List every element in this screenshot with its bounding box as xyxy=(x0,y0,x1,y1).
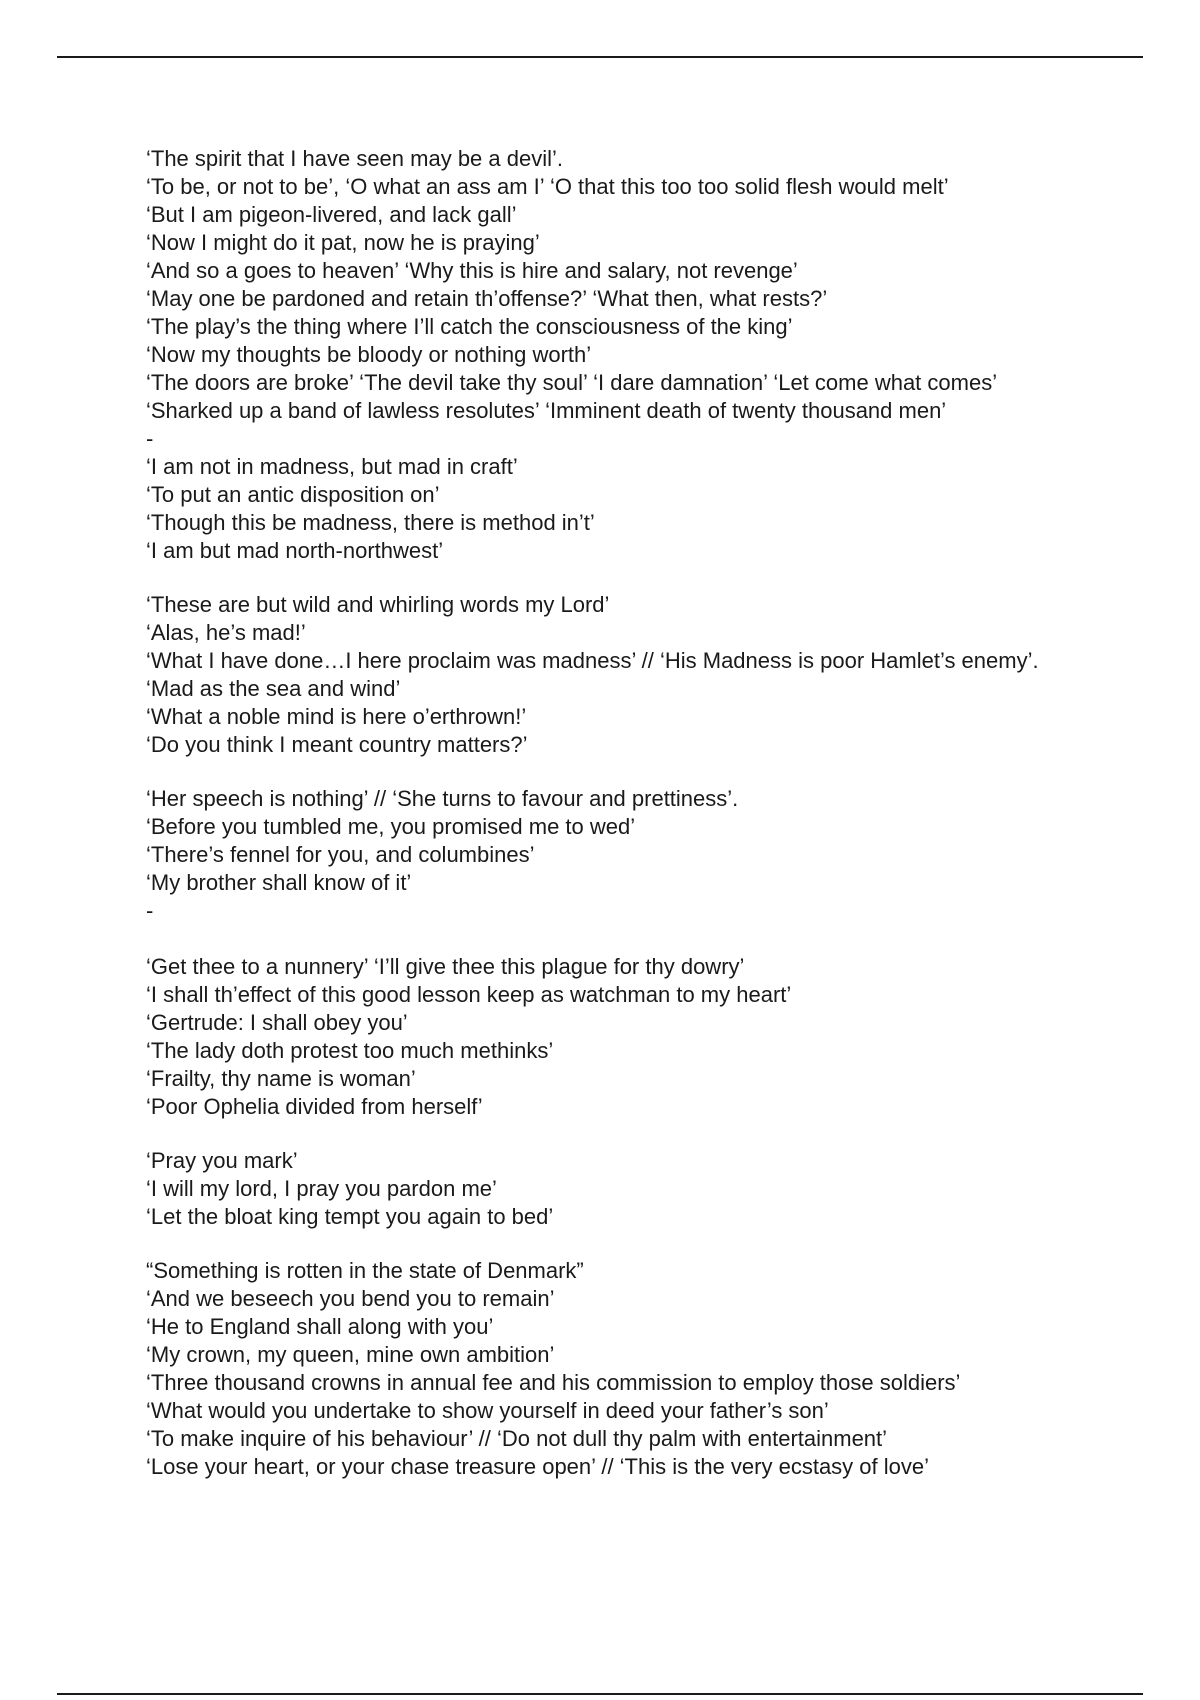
quote-line: ‘To be, or not to be’, ‘O what an ass am I’ ‘O that this too too solid flesh would melt’ xyxy=(146,174,949,199)
quote-line: ‘I will my lord, I pray you pardon me’ xyxy=(146,1176,497,1201)
quote-line: ‘Gertrude: I shall obey you’ xyxy=(146,1010,408,1035)
quote-line: ‘Three thousand crowns in annual fee and his commission to employ those soldiers’ xyxy=(146,1370,961,1395)
quote-line: ‘Let the bloat king tempt you again to bed’ xyxy=(146,1204,554,1229)
quote-group-3 xyxy=(146,785,1056,925)
paragraph-gap xyxy=(146,759,1056,785)
paragraph-gap xyxy=(146,565,1056,591)
quote-line: ‘Now my thoughts be bloody or nothing worth’ xyxy=(146,342,592,367)
quote-line: ‘The play’s the thing where I’ll catch the consciousness of the king’ xyxy=(146,314,793,339)
quote-line: ‘And we beseech you bend you to remain’ xyxy=(146,1286,555,1311)
quote-line: ‘What a noble mind is here o’erthrown!’ xyxy=(146,704,527,729)
quote-line: ‘Alas, he’s mad!’ xyxy=(146,620,306,645)
quote-line: ‘My brother shall know of it’ xyxy=(146,870,412,895)
paragraph-gap xyxy=(146,925,1056,953)
header-rule xyxy=(57,56,1143,58)
quote-line: ‘The doors are broke’ ‘The devil take thy soul’ ‘I dare damnation’ ‘Let come what comes’ xyxy=(146,370,998,395)
quote-line: ‘Her speech is nothing’ // ‘She turns to favour and prettiness’. xyxy=(146,786,739,811)
quote-line: ‘Mad as the sea and wind’ xyxy=(146,676,401,701)
quote-line: ‘I shall th’effect of this good lesson keep as watchman to my heart’ xyxy=(146,982,792,1007)
quote-line: ‘I am not in madness, but mad in craft’ xyxy=(146,454,518,479)
quote-line: ‘Frailty, thy name is woman’ xyxy=(146,1066,416,1091)
quote-line: ‘I am but mad north-northwest’ xyxy=(146,538,444,563)
quote-line: ‘Do you think I meant country matters?’ xyxy=(146,732,528,757)
quote-line: ‘The spirit that I have seen may be a devil’. xyxy=(146,146,563,171)
quote-line: “Something is rotten in the state of Denmark” xyxy=(146,1258,584,1283)
quote-line: ‘My crown, my queen, mine own ambition’ xyxy=(146,1342,555,1367)
paragraph-gap xyxy=(146,1231,1056,1257)
quote-line: ‘Poor Ophelia divided from herself’ xyxy=(146,1094,483,1119)
quote-line: ‘What I have done…I here proclaim was madness’ // ‘His Madness is poor Hamlet’s enemy’. xyxy=(146,648,1039,673)
footer-rule xyxy=(57,1693,1143,1695)
separator-dash: - xyxy=(146,426,154,451)
quote-line: ‘To put an antic disposition on’ xyxy=(146,482,440,507)
quote-line: ‘Pray you mark’ xyxy=(146,1148,298,1173)
quote-line: ‘Get thee to a nunnery’ ‘I’ll give thee this plague for thy dowry’ xyxy=(146,954,745,979)
quote-line: ‘Sharked up a band of lawless resolutes’ ‘Imminent death of twenty thousand men’ xyxy=(146,398,947,423)
quote-line: ‘He to England shall along with you’ xyxy=(146,1314,494,1339)
quote-line: ‘To make inquire of his behaviour’ // ‘Do not dull thy palm with entertainment’ xyxy=(146,1426,888,1451)
quote-line: ‘Lose your heart, or your chase treasure open’ // ‘This is the very ecstasy of love’ xyxy=(146,1454,929,1479)
quote-group-1 xyxy=(146,145,1056,565)
quote-group-2 xyxy=(146,591,1056,759)
separator-dash: - xyxy=(146,898,154,923)
quote-group-5 xyxy=(146,1147,1056,1231)
quote-group-6 xyxy=(146,1257,1056,1481)
quote-line: ‘There’s fennel for you, and columbines’ xyxy=(146,842,535,867)
quote-line: ‘Though this be madness, there is method in’t’ xyxy=(146,510,595,535)
paragraph-gap xyxy=(146,1121,1056,1147)
quote-line: ‘And so a goes to heaven’ ‘Why this is hire and salary, not revenge’ xyxy=(146,258,798,283)
document-body xyxy=(146,145,1056,1481)
quote-group-4 xyxy=(146,953,1056,1121)
quote-line: ‘May one be pardoned and retain th’offense?’ ‘What then, what rests?’ xyxy=(146,286,828,311)
quote-line: ‘But I am pigeon-livered, and lack gall’ xyxy=(146,202,517,227)
quote-line: ‘What would you undertake to show yourself in deed your father’s son’ xyxy=(146,1398,829,1423)
quote-line: ‘The lady doth protest too much methinks’ xyxy=(146,1038,554,1063)
quote-line: ‘Now I might do it pat, now he is praying’ xyxy=(146,230,540,255)
quote-line: ‘These are but wild and whirling words my Lord’ xyxy=(146,592,610,617)
quote-line: ‘Before you tumbled me, you promised me to wed’ xyxy=(146,814,636,839)
